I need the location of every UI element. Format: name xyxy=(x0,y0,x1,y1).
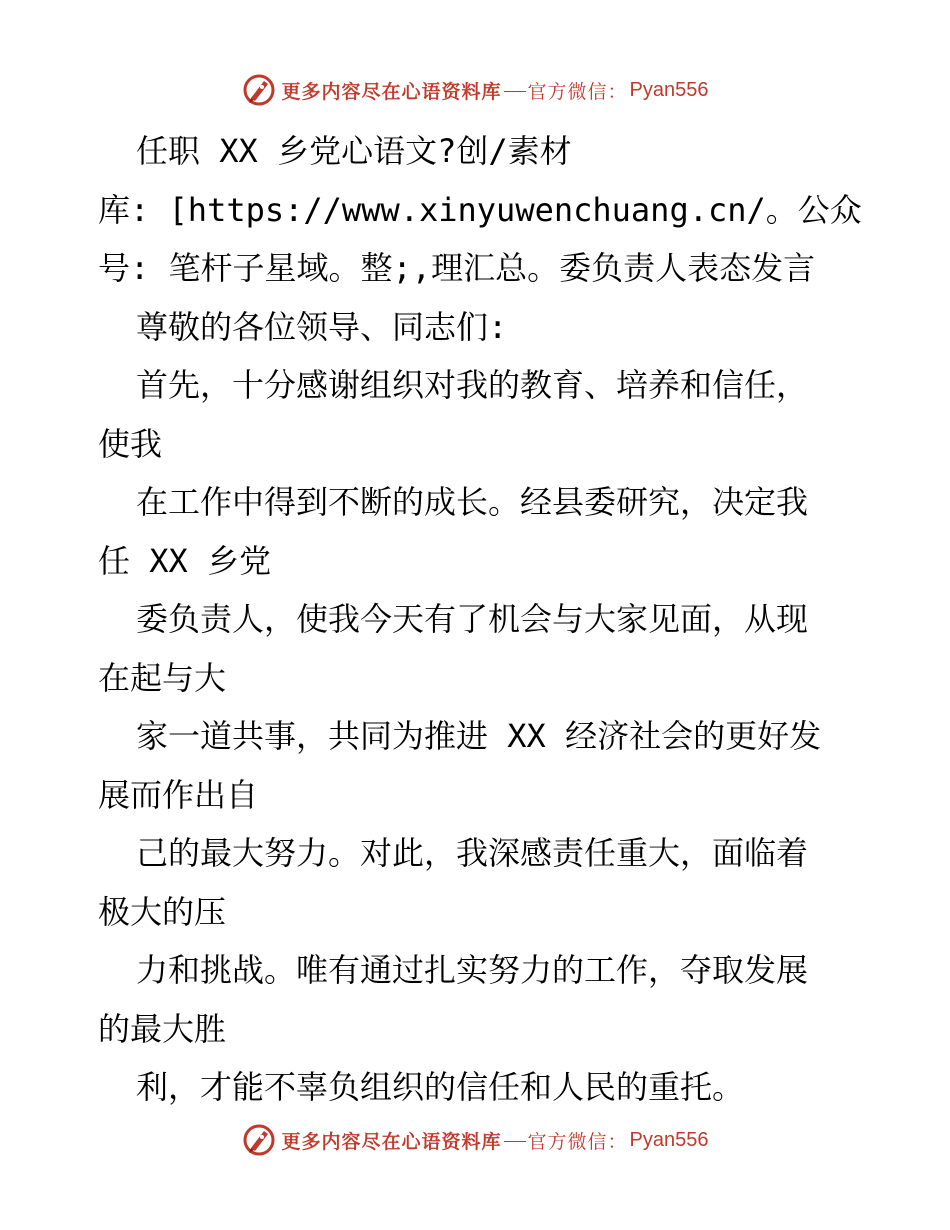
document-line: 己的最大努力。对此，我深感责任重大，面临着 xyxy=(136,834,809,872)
document-line: 委负责人，使我今天有了机会与大家见面，从现 xyxy=(136,600,809,638)
banner-label-text: 官方微信： xyxy=(527,80,628,103)
document-line: 在起与大 xyxy=(98,658,227,697)
header-banner xyxy=(0,70,950,110)
document-line: 极大的压 xyxy=(98,892,227,931)
quill-pen-logo-icon xyxy=(242,1123,276,1157)
footer-divider xyxy=(504,1141,526,1142)
document-line: 家一道共事，共同为推进 XX 经济社会的更好发 xyxy=(136,717,822,755)
document-line: 力和挑战。唯有通过扎实努力的工作，夺取发展 xyxy=(136,951,809,989)
document-line: 首先，十分感谢组织对我的教育、培养和信任， xyxy=(136,366,809,404)
footer-site-text: 更多内容尽在心语资料库 xyxy=(281,1130,502,1153)
document-line: 任职 XX 乡党心语文?创/素材 xyxy=(136,132,572,170)
banner-site-text: 更多内容尽在心语资料库 xyxy=(281,80,502,103)
document-line: 的最大胜 xyxy=(98,1009,227,1048)
document-line: 使我 xyxy=(98,424,163,463)
banner-divider xyxy=(504,91,526,92)
document-line: 任 XX 乡党 xyxy=(98,541,272,580)
document-line: 在工作中得到不断的成长。经县委研究，决定我 xyxy=(136,483,809,521)
quill-pen-logo-icon xyxy=(242,73,276,107)
document-body xyxy=(98,122,862,1117)
footer-banner xyxy=(0,1120,950,1160)
document-line: 展而作出自 xyxy=(98,775,259,814)
document-line: 尊敬的各位领导、同志们: xyxy=(136,307,508,346)
document-line: 库: [https://www.xinyuwenchuang.cn/。公众 xyxy=(98,190,862,229)
document-line: 利，才能不辜负组织的信任和人民的重托。 xyxy=(136,1068,745,1106)
footer-wechat-id: Pyan556 xyxy=(629,1128,709,1151)
banner-wechat-id: Pyan556 xyxy=(629,78,709,101)
document-line: 号: 笔杆子星域。整;,理汇总。委负责人表态发言 xyxy=(98,249,816,287)
footer-label-text: 官方微信： xyxy=(527,1130,628,1153)
